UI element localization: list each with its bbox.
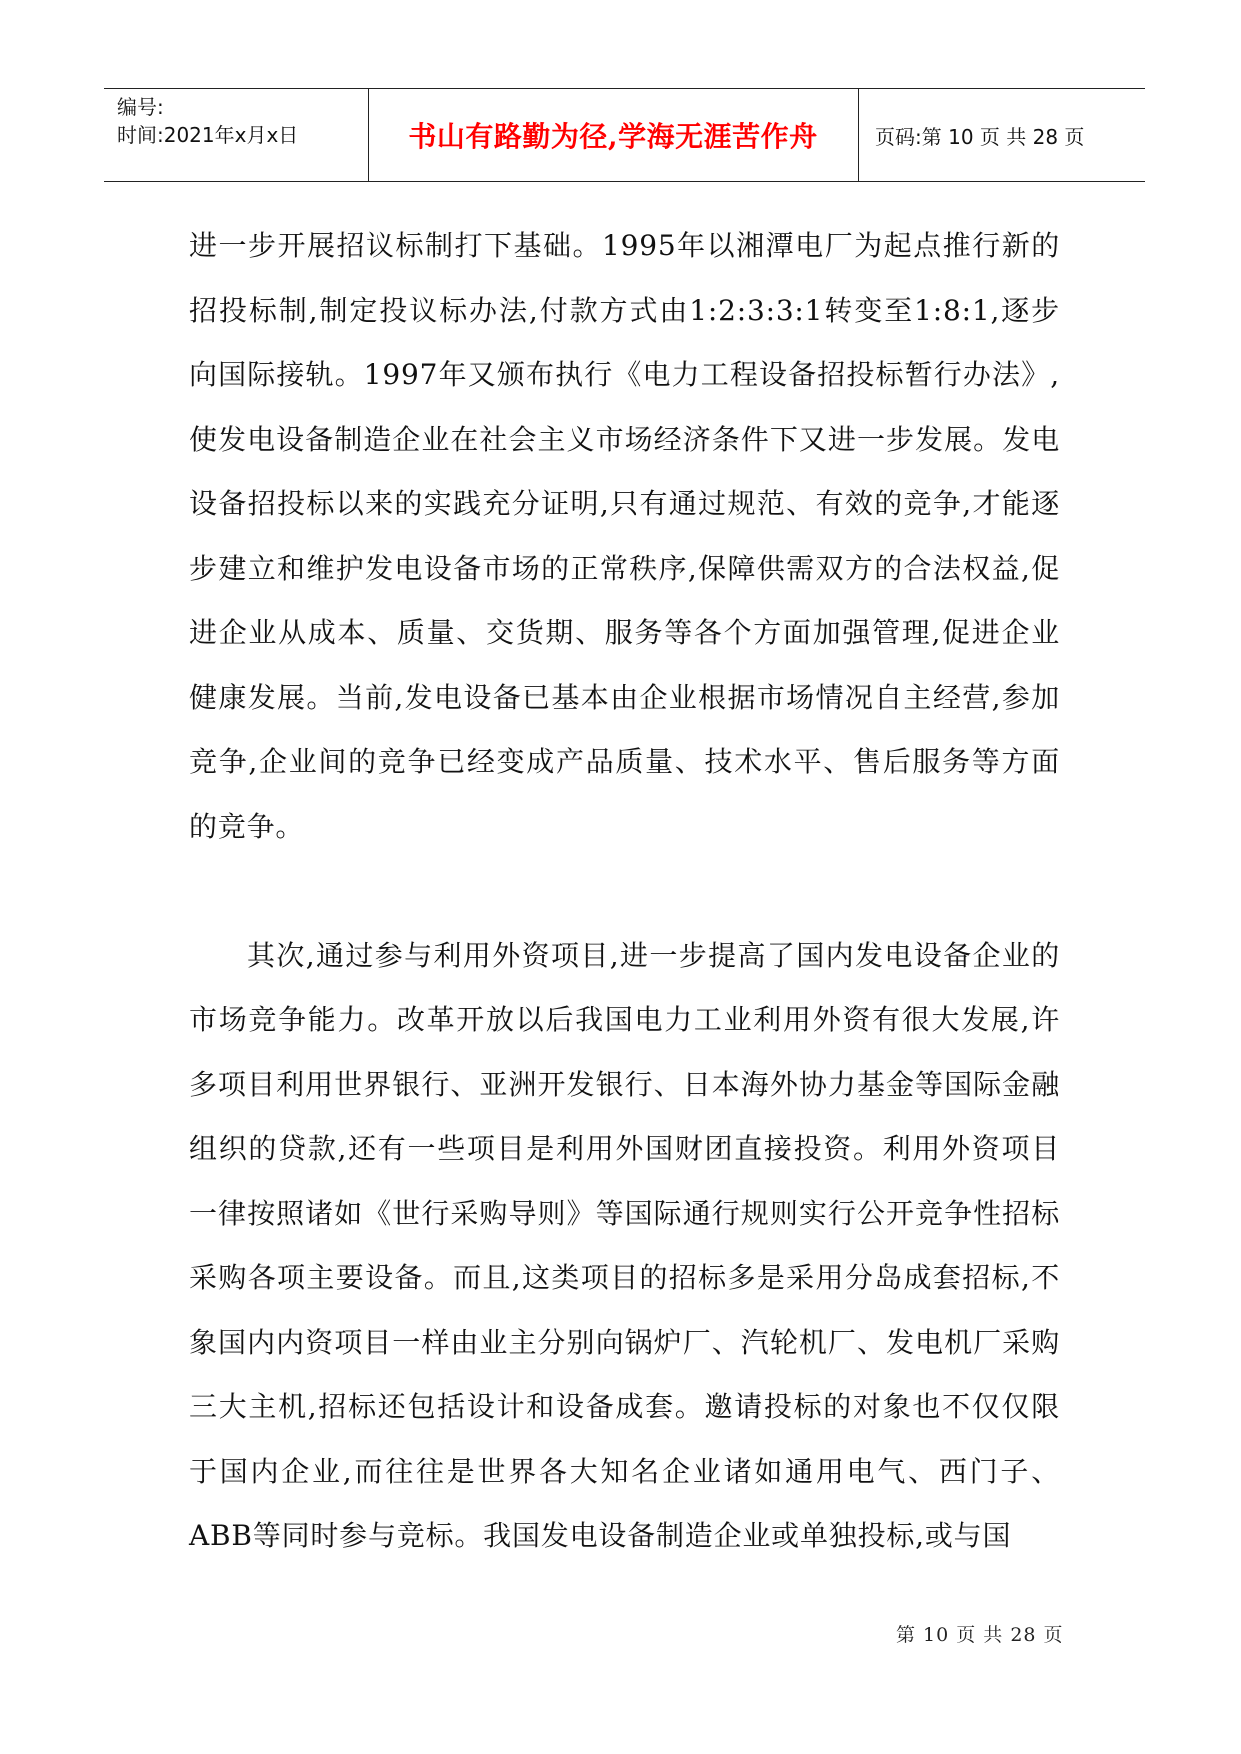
document-number-label: 编号: bbox=[117, 95, 164, 119]
body-paragraph: 进一步开展招议标制打下基础。1995年以湘潭电厂为起点推行新的招投标制,制定投议标办法,付款方式由1:2:3:3:1转变至1:8:1,逐步向国际接轨。1997年又颁布执行《电力工程设备招投标暂行办法》,使发电设备制造企业在社会主义市场经济条件下又进一步发展。发电设备招投标以来的实践充分证明,只有通过规范、有效的竞争,才能逐步建立和维护发电设备市场的正常秩序,保障供需双方的合法权益,促进企业从成本、质量、交货期、服务等各个方面加强管理,促进企业健康发展。当前,发电设备已基本由企业根据市场情况自主经营,参加竞争,企业间的竞争已经变成产品质量、技术水平、售后服务等方面的竞争。 bbox=[189, 229, 1060, 843]
header-meta bbox=[117, 93, 298, 149]
document-date-label: 时间:2021年x月x日 bbox=[117, 123, 299, 147]
header-divider bbox=[858, 89, 859, 181]
header-page-number: 页码:第 10 页 共 28 页 bbox=[875, 124, 1085, 149]
page-header bbox=[104, 88, 1145, 182]
body-paragraph: 其次,通过参与利用外资项目,进一步提高了国内发电设备企业的市场竞争能力。改革开放以后我国电力工业利用外资有很大发展,许多项目利用世界银行、亚洲开发银行、日本海外协力基金等国际金融组织的贷款,还有一些项目是利用外国财团直接投资。利用外资项目一律按照诸如《世行采购导则》等国际通行规则实行公开竞争性招标采购各项主要设备。而且,这类项目的招标多是采用分岛成套招标,不象国内内资项目一样由业主分别向锅炉厂、汽轮机厂、发电机厂采购三大主机,招标还包括设计和设备成套。邀请投标的对象也不仅仅限于国内企业,而往往是世界各大知名企业诸如通用电气、西门子、ABB等同时参与竞标。我国发电设备制造企业或单独投标,或与国 bbox=[189, 938, 1060, 1552]
page-footer: 第 10 页 共 28 页 bbox=[896, 1624, 1064, 1646]
document-body bbox=[189, 214, 1060, 1569]
header-motto: 书山有路勤为径,学海无涯苦作舟 bbox=[408, 120, 818, 153]
